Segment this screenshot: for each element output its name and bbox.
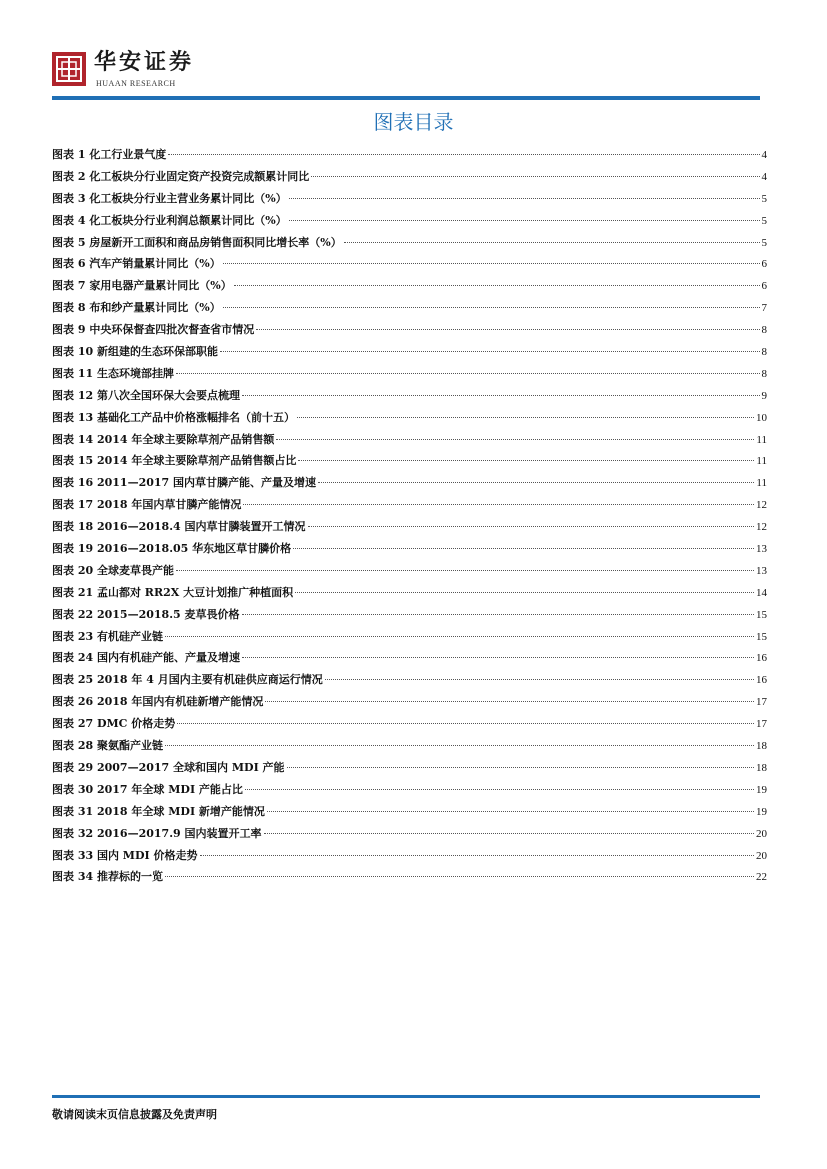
toc-dot-leader (264, 833, 754, 834)
toc-dot-leader (234, 285, 760, 286)
toc-entry-label: 图表 10 新组建的生态环保部职能 (52, 345, 218, 359)
toc-entry-page: 17 (756, 718, 767, 731)
toc-entry-label: 图表 20 全球麦草畏产能 (52, 563, 174, 577)
toc-entry-label: 图表 27 DMC 价格走势 (52, 717, 176, 731)
toc-entry-page: 7 (761, 302, 767, 315)
toc-entry-label: 图表 26 2018 年国内有机硅新增产能情况 (52, 695, 264, 709)
toc-dot-leader (200, 855, 755, 856)
toc-dot-leader (165, 745, 754, 746)
toc-entry-label: 图表 18 2016—2018.4 国内草甘膦装置开工情况 (52, 520, 306, 534)
toc-entry[interactable] (52, 385, 767, 407)
toc-entry[interactable] (52, 253, 767, 275)
company-logo-icon (52, 52, 86, 86)
toc-entry[interactable] (52, 757, 767, 779)
toc-entry-page: 18 (756, 761, 767, 774)
toc-entry-label: 图表 1 化工行业景气度 (52, 148, 167, 161)
toc-entry-page: 19 (756, 805, 767, 818)
toc-entry[interactable] (52, 691, 767, 713)
toc-dot-leader (243, 504, 754, 505)
toc-entry-page: 12 (756, 499, 767, 512)
toc-dot-leader (297, 417, 754, 418)
toc-dot-leader (242, 614, 754, 615)
toc-entry-label: 图表 24 国内有机硅产能、产量及增速 (52, 651, 240, 665)
toc-entry-label: 图表 34 推荐标的一览 (52, 870, 163, 884)
page-title: 图表目录 (373, 110, 454, 134)
toc-dot-leader (168, 154, 759, 155)
toc-entry-label: 图表 23 有机硅产业链 (52, 629, 163, 643)
toc-dot-leader (289, 220, 760, 221)
toc-entry-page: 5 (761, 236, 767, 249)
toc-entry-label: 图表 32 2016—2017.9 国内装置开工率 (52, 826, 262, 840)
toc-entry-page: 6 (761, 258, 767, 271)
toc-entry[interactable] (52, 560, 767, 582)
toc-dot-leader (165, 876, 754, 877)
toc-dot-leader (308, 526, 754, 527)
toc-entry-page: 13 (756, 564, 767, 577)
toc-dot-leader (311, 176, 759, 177)
toc-entry-label: 图表 33 国内 MDI 价格走势 (52, 848, 198, 862)
toc-entry-page: 20 (756, 849, 767, 862)
toc-dot-leader (287, 767, 754, 768)
toc-entry[interactable] (52, 823, 767, 845)
toc-entry-label: 图表 19 2016—2018.05 华东地区草甘膦价格 (52, 542, 292, 556)
toc-entry-page: 5 (761, 192, 767, 205)
toc-entry[interactable] (52, 429, 767, 451)
toc-entry-label: 图表 17 2018 年国内草甘膦产能情况 (52, 498, 242, 512)
toc-list (52, 144, 767, 888)
toc-entry-page: 18 (756, 740, 767, 753)
toc-entry-page: 16 (756, 652, 767, 665)
toc-entry-page: 22 (756, 871, 767, 884)
toc-entry-page: 11 (756, 433, 767, 446)
toc-entry[interactable] (52, 450, 767, 472)
toc-entry[interactable] (52, 472, 767, 494)
toc-entry-label: 图表 31 2018 年全球 MDI 新增产能情况 (52, 804, 265, 818)
toc-entry[interactable] (52, 866, 767, 888)
toc-entry-label: 图表 6 汽车产销量累计同比（%） (52, 257, 221, 271)
toc-entry[interactable] (52, 669, 767, 691)
toc-dot-leader (267, 811, 754, 812)
toc-dot-leader (165, 636, 754, 637)
footer-disclaimer: 敬请阅读末页信息披露及免责声明 (52, 1108, 217, 1121)
toc-entry[interactable] (52, 779, 767, 801)
toc-entry-label: 图表 5 房屋新开工面积和商品房销售面积同比增长率（%） (52, 235, 342, 249)
toc-entry-label: 图表 14 2014 年全球主要除草剂产品销售额 (52, 432, 275, 446)
toc-dot-leader (245, 789, 754, 790)
toc-entry-page: 4 (761, 149, 767, 161)
toc-entry[interactable] (52, 166, 767, 188)
toc-dot-leader (318, 482, 754, 483)
toc-dot-leader (177, 723, 754, 724)
toc-dot-leader (325, 679, 754, 680)
toc-entry-label: 图表 7 家用电器产量累计同比（%） (52, 279, 232, 293)
toc-dot-leader (344, 242, 760, 243)
toc-entry-label: 图表 8 布和纱产量累计同比（%） (52, 301, 221, 315)
toc-entry-page: 10 (756, 411, 767, 424)
toc-entry-page: 8 (761, 367, 767, 380)
toc-entry[interactable] (52, 845, 767, 867)
toc-entry-label: 图表 12 第八次全国环保大会要点梳理 (52, 388, 240, 402)
toc-entry-page: 8 (761, 346, 767, 359)
toc-entry-label: 图表 3 化工板块分行业主营业务累计同比（%） (52, 191, 287, 205)
toc-entry-page: 5 (761, 214, 767, 227)
toc-entry[interactable] (52, 188, 767, 210)
toc-entry-page: 16 (756, 674, 767, 687)
toc-entry-label: 图表 25 2018 年 4 月国内主要有机硅供应商运行情况 (52, 673, 323, 687)
toc-dot-leader (293, 548, 754, 549)
toc-entry-page: 19 (756, 783, 767, 796)
toc-entry-page: 13 (756, 543, 767, 556)
toc-entry-page: 6 (761, 280, 767, 293)
toc-entry-label: 图表 21 孟山都对 RR2X 大豆计划推广种植面积 (52, 585, 294, 599)
toc-entry[interactable] (52, 604, 767, 626)
toc-entry[interactable] (52, 516, 767, 538)
toc-dot-leader (242, 395, 760, 396)
brand-name: 华安证券 (94, 49, 195, 75)
toc-entry-label: 图表 30 2017 年全球 MDI 产能占比 (52, 782, 243, 796)
toc-entry[interactable] (52, 407, 767, 429)
toc-entry-label: 图表 2 化工板块分行业固定资产投资完成额累计同比 (52, 169, 310, 183)
toc-entry[interactable] (52, 144, 767, 166)
toc-entry[interactable] (52, 735, 767, 757)
toc-entry[interactable] (52, 275, 767, 297)
toc-entry[interactable] (52, 647, 767, 669)
toc-entry[interactable] (52, 801, 767, 823)
toc-entry-page: 12 (756, 521, 767, 534)
toc-entry-label: 图表 28 聚氨酯产业链 (52, 739, 163, 753)
toc-entry[interactable] (52, 341, 767, 363)
toc-entry[interactable] (52, 363, 767, 385)
toc-entry-label: 图表 11 生态环境部挂牌 (52, 366, 174, 380)
toc-entry[interactable] (52, 319, 767, 341)
toc-entry[interactable] (52, 713, 767, 735)
toc-entry-label: 图表 15 2014 年全球主要除草剂产品销售额占比 (52, 454, 297, 468)
header-divider (52, 96, 760, 100)
toc-entry[interactable] (52, 494, 767, 516)
toc-dot-leader (223, 307, 760, 308)
toc-entry-page: 17 (756, 696, 767, 709)
toc-entry[interactable] (52, 538, 767, 560)
toc-entry-page: 8 (761, 324, 767, 337)
toc-dot-leader (176, 373, 760, 374)
toc-entry-page: 4 (761, 170, 767, 183)
toc-entry-page: 14 (756, 586, 767, 599)
toc-dot-leader (276, 439, 754, 440)
toc-entry-page: 20 (756, 827, 767, 840)
toc-entry-label: 图表 4 化工板块分行业利润总额累计同比（%） (52, 213, 287, 227)
toc-entry-page: 15 (756, 608, 767, 621)
toc-entry-label: 图表 9 中央环保督查四批次督查省市情况 (52, 323, 255, 337)
toc-entry-page: 11 (756, 455, 767, 468)
toc-dot-leader (298, 460, 754, 461)
footer-divider (52, 1095, 760, 1098)
toc-entry-label: 图表 16 2011—2017 国内草甘膦产能、产量及增速 (52, 476, 317, 490)
toc-entry[interactable] (52, 297, 767, 319)
toc-entry-page: 11 (756, 477, 767, 490)
toc-dot-leader (256, 329, 759, 330)
toc-dot-leader (242, 657, 754, 658)
toc-entry[interactable] (52, 210, 767, 232)
toc-dot-leader (220, 351, 760, 352)
toc-entry-label: 图表 22 2015—2018.5 麦草畏价格 (52, 607, 240, 621)
toc-entry[interactable] (52, 626, 767, 648)
toc-entry-page: 15 (756, 630, 767, 643)
toc-dot-leader (295, 592, 754, 593)
toc-dot-leader (265, 701, 754, 702)
brand-subtitle: HUAAN RESEARCH (96, 79, 176, 88)
toc-dot-leader (223, 263, 760, 264)
toc-dot-leader (289, 198, 760, 199)
toc-entry-label: 图表 29 2007—2017 全球和国内 MDI 产能 (52, 760, 285, 774)
toc-entry[interactable] (52, 582, 767, 604)
toc-entry[interactable] (52, 232, 767, 254)
toc-entry-label: 图表 13 基础化工产品中价格涨幅排名（前十五） (52, 410, 295, 424)
toc-dot-leader (176, 570, 754, 571)
toc-entry-page: 9 (761, 389, 767, 402)
